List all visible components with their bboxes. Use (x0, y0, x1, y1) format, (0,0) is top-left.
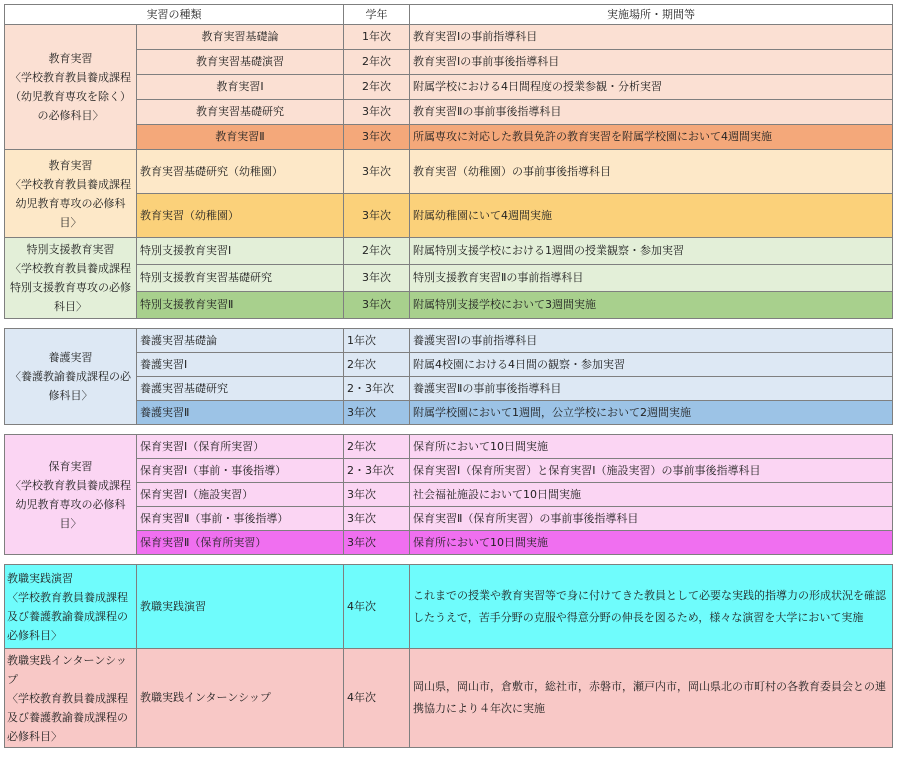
course-place: 岡山県，岡山市，倉敷市，総社市，赤磐市，瀬戸内市，岡山県北の市町村の各教育委員会との連携協力により４年次に実施 (410, 649, 893, 748)
header-type: 実習の種類 (5, 5, 344, 25)
course-place: 附属4校園における4日間の観察・参加実習 (410, 353, 893, 377)
course-name: 保育実習Ⅱ（事前・事後指導） (137, 507, 344, 531)
course-year: 2年次 (344, 435, 410, 459)
course-place: 附属特別支援学校において3週間実施 (410, 292, 893, 319)
table-row (5, 435, 893, 459)
course-place: これまでの授業や教育実習等で身に付けてきた教員として必要な実践的指導力の形成状況を確認したうえで，苦手分野の克服や得意分野の伸長を図るため，様々な演習を大学において実施 (410, 565, 893, 649)
spacer-row (5, 319, 893, 329)
course-year: 2年次 (344, 238, 410, 265)
group-label: 養護実習 〈養護教諭養成課程の必修科目〉 (5, 329, 137, 425)
course-name: 養護実習基礎研究 (137, 377, 344, 401)
course-year: 2・3年次 (344, 459, 410, 483)
course-name: 教職実践インターンシップ (137, 649, 344, 748)
table-row (5, 649, 893, 748)
course-year: 1年次 (344, 329, 410, 353)
table-row (5, 329, 893, 353)
course-name: 教育実習Ⅱ (137, 125, 344, 150)
course-place: 教育実習Ⅰの事前指導科目 (410, 25, 893, 50)
group-label: 教職実践演習 〈学校教育教員養成課程及び養護教諭養成課程の必修科目〉 (5, 565, 137, 649)
course-year: 3年次 (344, 100, 410, 125)
table-row (5, 238, 893, 265)
header-place: 実施場所・期間等 (410, 5, 893, 25)
course-place: 特別支援教育実習Ⅱの事前指導科目 (410, 265, 893, 292)
course-place: 保育実習Ⅰ（保育所実習）と保育実習Ⅰ（施設実習）の事前事後指導科目 (410, 459, 893, 483)
course-name: 特別支援教育実習Ⅰ (137, 238, 344, 265)
course-name: 教職実践演習 (137, 565, 344, 649)
course-place: 附属幼稚園にいて4週間実施 (410, 194, 893, 238)
course-year: 2年次 (344, 50, 410, 75)
table-row (5, 75, 893, 100)
course-year: 3年次 (344, 483, 410, 507)
course-name: 教育実習Ⅰ (137, 75, 344, 100)
course-name: 養護実習基礎論 (137, 329, 344, 353)
course-place: 保育所において10日間実施 (410, 531, 893, 555)
table-row (5, 507, 893, 531)
spacer-row (5, 555, 893, 565)
course-name: 保育実習Ⅱ（保育所実習） (137, 531, 344, 555)
course-name: 養護実習Ⅱ (137, 401, 344, 425)
table-row (5, 265, 893, 292)
spacer-row (5, 425, 893, 435)
table-row (5, 194, 893, 238)
course-place: 教育実習Ⅱの事前事後指導科目 (410, 100, 893, 125)
group-label: 特別支援教育実習 〈学校教育教員養成課程特別支援教育専攻の必修科目〉 (5, 238, 137, 319)
table-row (5, 25, 893, 50)
table-header-row (5, 5, 893, 25)
table-row (5, 377, 893, 401)
course-year: 2・3年次 (344, 377, 410, 401)
table-row (5, 483, 893, 507)
course-place: 教育実習（幼稚園）の事前事後指導科目 (410, 150, 893, 194)
table-row (5, 353, 893, 377)
course-place: 所属専攻に対応した教員免許の教育実習を附属学校園において4週間実施 (410, 125, 893, 150)
course-name: 養護実習Ⅰ (137, 353, 344, 377)
course-year: 3年次 (344, 401, 410, 425)
course-place: 社会福祉施設において10日間実施 (410, 483, 893, 507)
course-year: 3年次 (344, 194, 410, 238)
course-year: 3年次 (344, 507, 410, 531)
course-year: 4年次 (344, 649, 410, 748)
course-name: 特別支援教育実習基礎研究 (137, 265, 344, 292)
course-year: 2年次 (344, 75, 410, 100)
course-year: 1年次 (344, 25, 410, 50)
course-year: 3年次 (344, 150, 410, 194)
table-row (5, 459, 893, 483)
course-place: 教育実習Ⅰの事前事後指導科目 (410, 50, 893, 75)
course-year: 4年次 (344, 565, 410, 649)
course-place: 保育所において10日間実施 (410, 435, 893, 459)
course-place: 養護実習Ⅰの事前指導科目 (410, 329, 893, 353)
table-row (5, 531, 893, 555)
table-row (5, 401, 893, 425)
course-name: 保育実習Ⅰ（事前・事後指導） (137, 459, 344, 483)
course-place: 保育実習Ⅱ（保育所実習）の事前事後指導科目 (410, 507, 893, 531)
table-row (5, 565, 893, 649)
course-place: 養護実習Ⅱの事前事後指導科目 (410, 377, 893, 401)
course-year: 3年次 (344, 125, 410, 150)
course-year: 3年次 (344, 292, 410, 319)
course-name: 保育実習Ⅰ（施設実習） (137, 483, 344, 507)
course-year: 2年次 (344, 353, 410, 377)
practicum-table (4, 4, 893, 748)
course-year: 3年次 (344, 531, 410, 555)
table-row (5, 125, 893, 150)
course-name: 保育実習Ⅰ（保育所実習） (137, 435, 344, 459)
course-name: 教育実習（幼稚園） (137, 194, 344, 238)
table-row (5, 50, 893, 75)
course-name: 教育実習基礎研究 (137, 100, 344, 125)
group-label: 保育実習 〈学校教育教員養成課程幼児教育専攻の必修科目〉 (5, 435, 137, 555)
table-row (5, 292, 893, 319)
course-place: 附属特別支援学校における1週間の授業観察・参加実習 (410, 238, 893, 265)
group-label: 教育実習 〈学校教育教員養成課程幼児教育専攻の必修科目〉 (5, 150, 137, 238)
course-name: 特別支援教育実習Ⅱ (137, 292, 344, 319)
course-name: 教育実習基礎論 (137, 25, 344, 50)
table-row (5, 150, 893, 194)
course-place: 附属学校における4日間程度の授業参観・分析実習 (410, 75, 893, 100)
course-place: 附属学校園において1週間，公立学校において2週間実施 (410, 401, 893, 425)
course-name: 教育実習基礎研究（幼稚園） (137, 150, 344, 194)
table-row (5, 100, 893, 125)
course-name: 教育実習基礎演習 (137, 50, 344, 75)
group-label: 教職実践インターンシップ 〈学校教育教員養成課程及び養護教諭養成課程の必修科目〉 (5, 649, 137, 748)
group-label: 教育実習 〈学校教育教員養成課程（幼児教育専攻を除く）の必修科目〉 (5, 25, 137, 150)
course-year: 3年次 (344, 265, 410, 292)
header-year: 学年 (344, 5, 410, 25)
